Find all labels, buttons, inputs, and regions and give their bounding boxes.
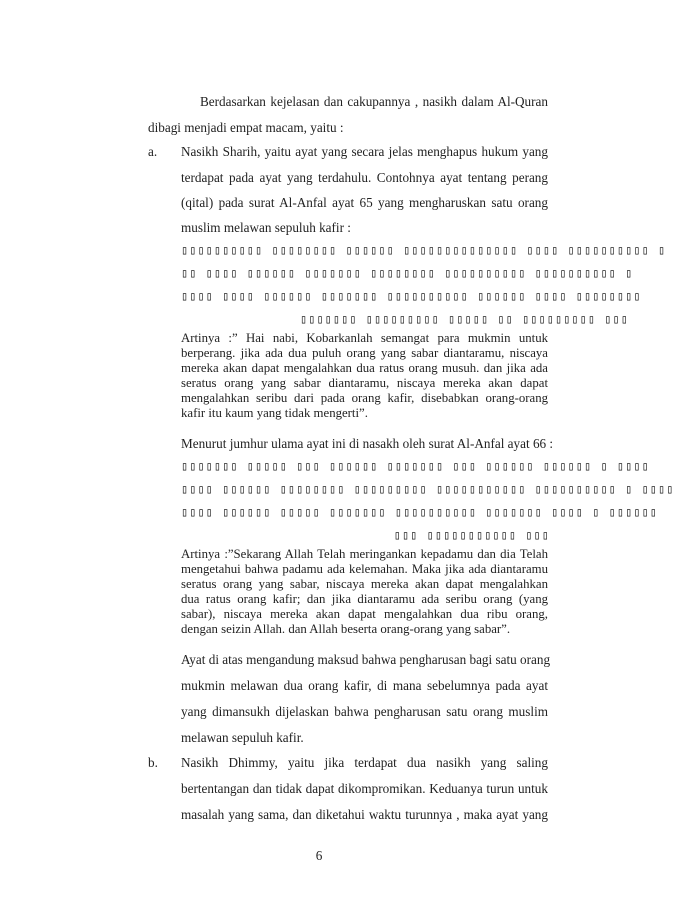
conclusion-line: yang dimansukh dijelaskan bahwa pengharusan satu orang muslim <box>181 704 548 719</box>
translation-line: seratus orang yang sabar, niscaya mereka akan dapat mengalahkan <box>181 577 548 591</box>
translation-line: sabar), niscaya mereka akan dapat mengalahkan dua ribu orang, <box>181 607 548 621</box>
item-b-line: masalah yang sama, dan diketahui waktu turunnya , maka ayat yang <box>181 807 548 822</box>
item-a-line: terdapat pada ayat yang terdahulu. Contohnya ayat tentang perang <box>181 170 548 185</box>
item-b-line: bertentangan dan tidak dapat dikompromikan. Keduanya turun untuk <box>181 781 548 796</box>
conclusion-line: melawan sepuluh kafir. <box>181 730 304 745</box>
translation-line: Artinya :”Sekarang Allah Telah meringankan kepadamu dan dia Telah <box>181 547 548 561</box>
arabic-verse-line: ▯▯▯ ▯▯▯▯▯▯▯▯▯▯▯ ▯▯▯ <box>393 528 550 542</box>
list-marker-b: b. <box>148 755 158 770</box>
item-a-line: muslim melawan sepuluh kafir : <box>181 220 351 235</box>
translation-line: kafir itu kaum yang tidak mengerti”. <box>181 406 368 420</box>
translation-line: seratus orang yang sabar diantaramu, niscaya mereka akan dapat <box>181 376 548 390</box>
item-b-line: Nasikh Dhimmy, yaitu jika terdapat dua nasikh yang saling <box>181 755 548 770</box>
translation-line: Artinya :” Hai nabi, Kobarkanlah semangat para mukmin untuk <box>181 331 548 345</box>
item-a-line: Nasikh Sharih, yaitu ayat yang secara jelas menghapus hukum yang <box>181 144 548 159</box>
translation-line: berperang. jika ada dua puluh orang yang sabar diantaramu, niscaya <box>181 346 548 360</box>
translation-line: mengalahkan seribu dari pada orang kafir, disebabkan orang-orang <box>181 391 548 405</box>
conclusion-line: mukmin melawan dua orang kafir, di mana sebelumnya pada ayat <box>181 678 548 693</box>
arabic-verse-line: ▯▯▯▯ ▯▯▯▯▯▯ ▯▯▯▯▯▯▯▯ ▯▯▯▯▯▯▯▯▯ ▯▯▯▯▯▯▯▯▯▯▯ ▯▯▯▯▯▯▯▯▯▯ ▯ ▯▯▯▯ <box>181 482 674 496</box>
conclusion-line: Ayat di atas mengandung maksud bahwa pengharusan bagi satu orang <box>181 652 551 667</box>
arabic-verse-line: ▯▯ ▯▯▯▯ ▯▯▯▯▯▯ ▯▯▯▯▯▯▯ ▯▯▯▯▯▯▯▯ ▯▯▯▯▯▯▯▯▯▯ ▯▯▯▯▯▯▯▯▯▯ ▯ <box>181 266 634 280</box>
jumhur-line: Menurut jumhur ulama ayat ini di nasakh oleh surat Al-Anfal ayat 66 : <box>181 436 554 451</box>
list-marker-a: a. <box>148 144 158 159</box>
arabic-verse-line: ▯▯▯▯▯▯▯▯▯▯ ▯▯▯▯▯▯▯▯ ▯▯▯▯▯▯ ▯▯▯▯▯▯▯▯▯▯▯▯▯▯ ▯▯▯▯ ▯▯▯▯▯▯▯▯▯▯ ▯ <box>181 243 667 257</box>
translation-line: mereka akan dapat mengalahkan dua ratus orang musuh. dan jika ada <box>181 361 548 375</box>
translation-line: dua ratus orang kafir; dan jika diantaramu ada seribu orang (yang <box>181 592 548 606</box>
arabic-verse-line: ▯▯▯▯▯▯▯ ▯▯▯▯▯▯▯▯▯ ▯▯▯▯▯ ▯▯ ▯▯▯▯▯▯▯▯▯ ▯▯▯ <box>300 312 629 326</box>
arabic-verse-line: ▯▯▯▯ ▯▯▯▯▯▯ ▯▯▯▯▯ ▯▯▯▯▯▯▯ ▯▯▯▯▯▯▯▯▯▯ ▯▯▯▯▯▯▯ ▯▯▯▯ ▯ ▯▯▯▯▯▯ <box>181 505 659 519</box>
translation-line: dengan seizin Allah. dan Allah beserta orang-orang yang sabar”. <box>181 622 511 636</box>
intro-line: Berdasarkan kejelasan dan cakupannya , nasikh dalam Al-Quran <box>200 94 548 109</box>
intro-line: dibagi menjadi empat macam, yaitu : <box>148 120 344 135</box>
page-number: 6 <box>315 848 323 863</box>
arabic-verse-line: ▯▯▯▯▯▯▯ ▯▯▯▯▯ ▯▯▯ ▯▯▯▯▯▯ ▯▯▯▯▯▯▯ ▯▯▯ ▯▯▯▯▯▯ ▯▯▯▯▯▯ ▯ ▯▯▯▯ <box>181 459 650 473</box>
item-a-line: (qital) pada surat Al-Anfal ayat 65 yang mengharuskan satu orang <box>181 195 548 210</box>
arabic-verse-line: ▯▯▯▯ ▯▯▯▯ ▯▯▯▯▯▯ ▯▯▯▯▯▯▯ ▯▯▯▯▯▯▯▯▯▯ ▯▯▯▯▯▯ ▯▯▯▯ ▯▯▯▯▯▯▯▯ <box>181 289 642 303</box>
translation-line: mengetahui bahwa padamu ada kelemahan. Maka jika ada diantaramu <box>181 562 548 576</box>
